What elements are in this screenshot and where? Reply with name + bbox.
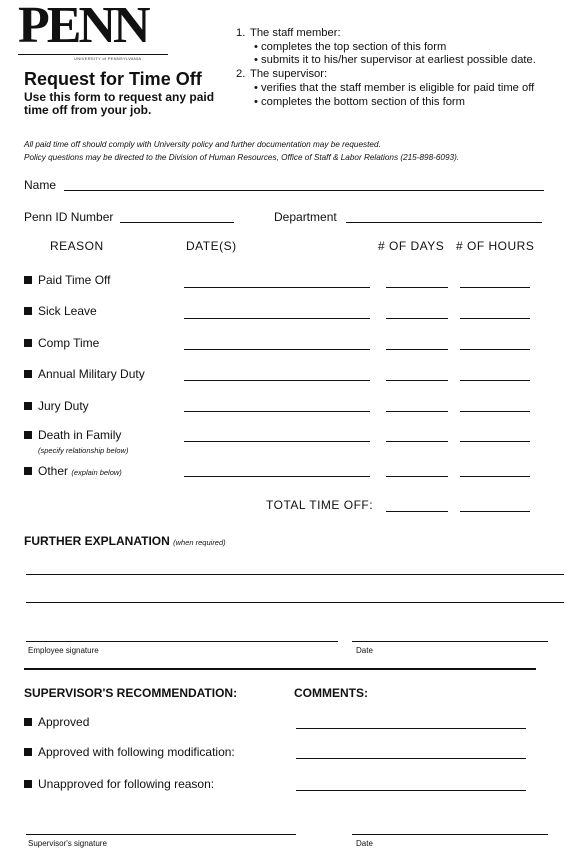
checkbox-square-icon[interactable] [24, 339, 32, 347]
total-days-field[interactable] [386, 511, 448, 512]
further-explanation-note: (when required) [173, 538, 226, 547]
reason-label: Jury Duty [38, 399, 89, 413]
approval-label: Unapproved for following reason: [38, 777, 215, 791]
checkbox-square-icon[interactable] [24, 780, 32, 788]
dates-field[interactable] [184, 318, 370, 319]
policy-line: All paid time off should comply with University policy and further documentation may be requested. [24, 140, 381, 149]
days-field[interactable] [386, 287, 448, 288]
dates-field[interactable] [184, 441, 370, 442]
approval-label: Approved with following modification: [38, 745, 235, 759]
comments-line[interactable] [296, 728, 526, 729]
step-2-heading: The supervisor: [250, 68, 328, 80]
reason-row[interactable] [24, 304, 97, 318]
total-hours-field[interactable] [460, 511, 530, 512]
reason-row[interactable] [24, 399, 89, 413]
approval-option[interactable] [24, 745, 235, 759]
hours-header: # OF HOURS [456, 239, 535, 253]
name-field[interactable] [64, 190, 544, 191]
employee-date-label: Date [356, 646, 373, 655]
employee-signature-label: Employee signature [28, 646, 99, 655]
penn-logo [18, 0, 170, 61]
comments-line[interactable] [296, 790, 526, 791]
days-field[interactable] [386, 318, 448, 319]
step-1-heading: The staff member: [250, 27, 341, 39]
department-field[interactable] [346, 222, 542, 223]
hours-field[interactable] [460, 380, 530, 381]
reason-row[interactable] [24, 273, 110, 287]
step-1-bullet: • submits it to his/her supervisor at earliest possible date. [254, 54, 536, 66]
comments-heading: COMMENTS: [294, 686, 368, 700]
dates-field[interactable] [184, 476, 370, 477]
step-1-bullet: • completes the top section of this form [254, 41, 447, 53]
employee-date-field[interactable] [352, 641, 548, 642]
policy-line: Policy questions may be directed to the Division of Human Resources, Office of Staff & Labor Relations (215-898-6093). [24, 153, 460, 162]
days-field[interactable] [386, 411, 448, 412]
reason-label: Comp Time [38, 336, 100, 350]
reason-row[interactable] [24, 464, 122, 478]
checkbox-square-icon[interactable] [24, 370, 32, 378]
supervisor-heading: SUPERVISOR'S RECOMMENDATION: [24, 686, 238, 700]
logo-rule [18, 54, 168, 55]
checkbox-square-icon[interactable] [24, 307, 32, 315]
dates-field[interactable] [184, 380, 370, 381]
further-explanation-heading [24, 534, 226, 548]
dates-field[interactable] [184, 349, 370, 350]
explanation-line[interactable] [26, 574, 564, 575]
step-2-number: 2. [236, 68, 246, 80]
reason-note: (explain below) [71, 468, 122, 477]
hours-field[interactable] [460, 287, 530, 288]
reason-label: Other [38, 464, 69, 478]
checkbox-square-icon[interactable] [24, 467, 32, 475]
approval-label: Approved [38, 715, 90, 729]
supervisor-date-field[interactable] [352, 834, 548, 835]
logo-tagline: UNIVERSITY of PENNSYLVANIA [74, 56, 142, 61]
dates-field[interactable] [184, 411, 370, 412]
reason-label: Sick Leave [38, 304, 97, 318]
logo-wordmark: PENN [18, 0, 148, 54]
total-label: TOTAL TIME OFF: [266, 498, 374, 512]
employee-signature-field[interactable] [26, 641, 338, 642]
reason-row[interactable] [24, 428, 121, 442]
reason-label: Paid Time Off [38, 273, 111, 287]
dates-header: DATE(S) [186, 239, 237, 253]
checkbox-square-icon[interactable] [24, 718, 32, 726]
supervisor-signature-field[interactable] [26, 834, 296, 835]
days-field[interactable] [386, 349, 448, 350]
checkbox-square-icon[interactable] [24, 276, 32, 284]
reason-header: REASON [50, 239, 104, 253]
days-field[interactable] [386, 441, 448, 442]
checkbox-square-icon[interactable] [24, 431, 32, 439]
reason-row[interactable] [24, 367, 145, 381]
reason-row[interactable] [24, 336, 99, 350]
form-title: Request for Time Off [24, 69, 202, 89]
name-label: Name [24, 178, 57, 192]
department-label: Department [274, 210, 337, 224]
policy-note [24, 138, 459, 164]
reason-label: Death in Family [38, 428, 122, 442]
hours-field[interactable] [460, 318, 530, 319]
step-2-bullet: • completes the bottom section of this form [254, 96, 465, 108]
step-1-number: 1. [236, 27, 246, 39]
hours-field[interactable] [460, 441, 530, 442]
days-field[interactable] [386, 476, 448, 477]
hours-field[interactable] [460, 349, 530, 350]
supervisor-date-label: Date [356, 839, 373, 848]
days-field[interactable] [386, 380, 448, 381]
form-intro: Use this form to request any paid time off from your job. [24, 90, 215, 117]
explanation-line[interactable] [26, 602, 564, 603]
hours-field[interactable] [460, 411, 530, 412]
reason-label: Annual Military Duty [38, 367, 145, 381]
supervisor-signature-label: Supervisor's signature [28, 839, 107, 848]
step-2-bullet: • verifies that the staff member is eligible for paid time off [254, 82, 535, 94]
instructions [236, 27, 566, 117]
reason-note: (specify relationship below) [38, 446, 129, 455]
comments-line[interactable] [296, 758, 526, 759]
further-explanation-label: FURTHER EXPLANATION [24, 534, 170, 548]
penn-id-label: Penn ID Number [24, 210, 114, 224]
checkbox-square-icon[interactable] [24, 748, 32, 756]
approval-option[interactable] [24, 777, 214, 791]
penn-id-field[interactable] [120, 222, 234, 223]
days-header: # OF DAYS [378, 239, 445, 253]
hours-field[interactable] [460, 476, 530, 477]
checkbox-square-icon[interactable] [24, 402, 32, 410]
dates-field[interactable] [184, 287, 370, 288]
section-divider [24, 668, 536, 670]
approval-option[interactable] [24, 715, 89, 729]
